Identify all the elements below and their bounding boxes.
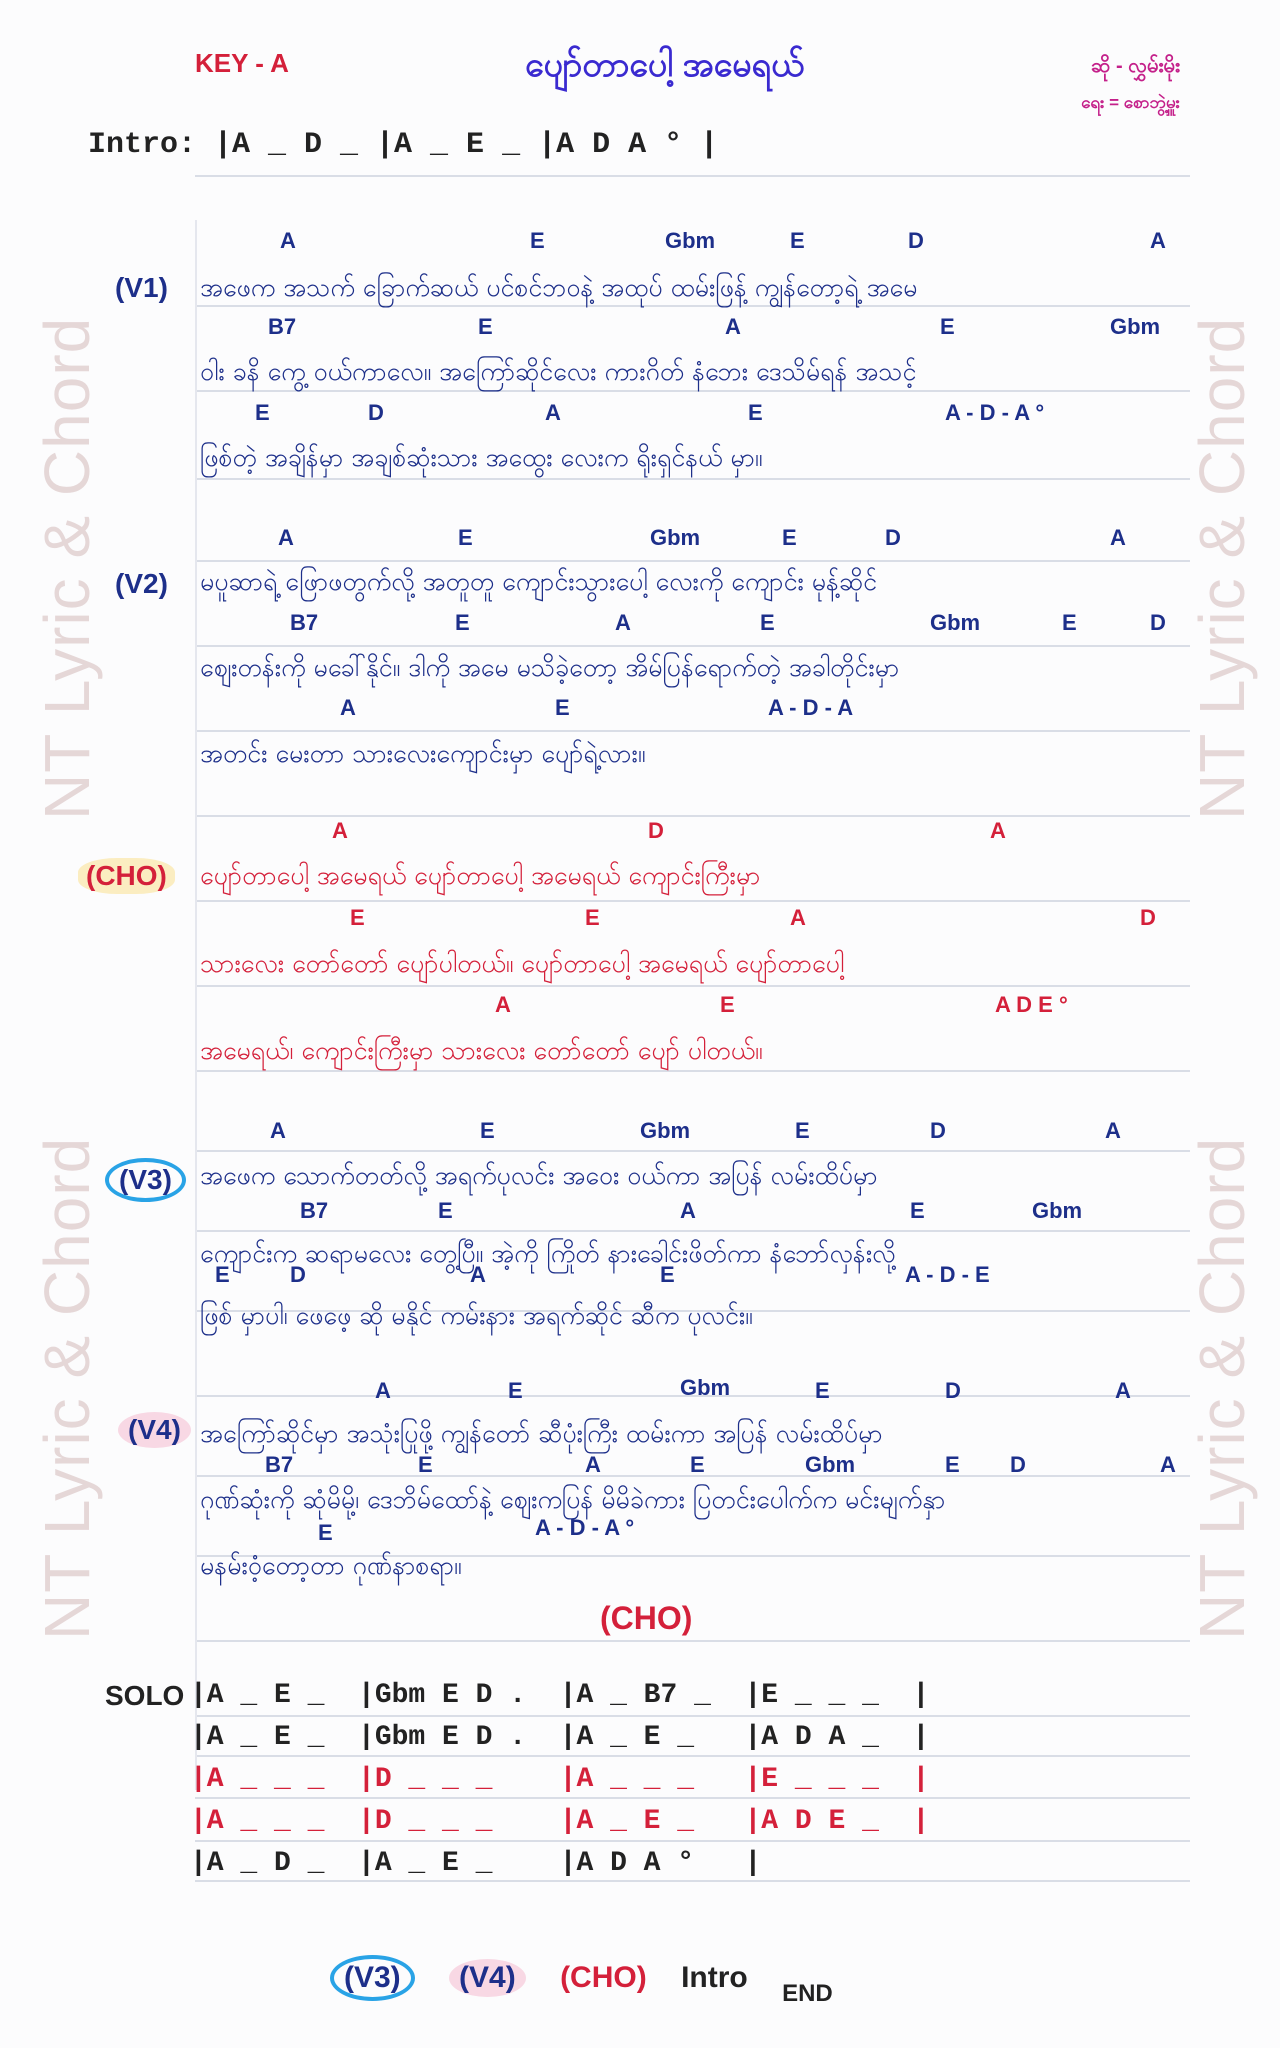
lyric-line: ဖြစ် မှာပါ၊ ဖေဖေ့ ဆို မနိုင် ကမ်းနား အရက်ဆိုင် ဆီက ပုလင်း။ [200,1301,753,1330]
margin-line [195,220,197,1790]
chord: E [720,992,735,1017]
lyric-line: အဖေက သောက်တတ်လို့ အရက်ပုလင်း အဝေး ဝယ်ကာ အပြန် လမ်းထိပ်မှာ [200,1161,878,1190]
chord: D [368,400,384,425]
chord: E [690,1452,705,1477]
chord: E [760,610,775,635]
chord: E [815,1378,830,1403]
chorus-repeat: (CHO) [600,1600,693,1636]
chord: Gbm [680,1375,731,1400]
solo-row: |A _ _ _ |D _ _ _ |A _ _ _ |E _ _ _ | [190,1764,930,1795]
lyric-line: ဖြစ်တဲ့ အချိန်မှာ အချစ်ဆုံးသား အထွေး လေးက ရိုးရှင်နယ် မှာ။ [200,443,763,472]
ruled-line [195,1880,1190,1882]
chord: D [1150,610,1166,635]
ruled-line [195,730,1190,732]
ruled-line [195,1150,1190,1152]
chord: A - D - A ° [945,400,1045,425]
chord: A [340,695,356,720]
chord: A [545,400,561,425]
lyric-line: ဈေးတန်းကို မခေါ်နိုင်။ ဒါကို အမေ မသိခဲ့တော့ အိမ်ပြန်ရောက်တဲ့ အခါတိုင်းမှာ [200,653,900,682]
watermark-left-bottom: NT Lyric & Chord [31,1136,103,1640]
footer-cho: (CHO) [560,1961,647,1994]
chord: Gbm [1032,1198,1083,1223]
chord: A [680,1198,696,1223]
chord: A [1150,228,1166,253]
chord: A [332,818,348,843]
footer-v4: (V4) [449,1959,526,1997]
chorus-label: (CHO) [78,858,175,894]
verse-2-label: (V2) [115,568,168,599]
chord: Gbm [665,228,716,253]
ruled-line [195,900,1190,902]
verse-4-label: (V4) [118,1412,191,1448]
lyric-line: အတင်း မေးတာ သားလေးကျောင်းမှာ ပျော်ရဲ့လား။ [200,739,646,768]
chord: E [350,905,365,930]
chord: Gbm [650,525,701,550]
ruled-line [195,1797,1190,1799]
lyric-line: ပျော်တာပေါ့ အမေရယ် ပျော်တာပေါ့ အမေရယ် ကျောင်းကြီးမှာ [200,861,761,890]
solo-label: SOLO [105,1680,185,1711]
ruled-line [195,985,1190,987]
footer-intro: Intro [681,1961,748,1994]
chord: Gbm [805,1452,856,1477]
chord: E [585,905,600,930]
chord: E [660,1262,675,1287]
ruled-line [195,645,1190,647]
lyric-line: မနမ်းဝံ့တော့တာ ဂုဏ်နာစရာ။ [200,1551,462,1580]
chord: E [530,228,545,253]
watermark-right-top: NT Lyric & Chord [1186,316,1258,820]
ruled-line [195,560,1190,562]
chord: A [585,1452,601,1477]
song-key: KEY - A [195,48,289,78]
lyric-line: ဂုဏ်ဆုံးကို ဆုံမိမို့၊ ဒေဘိမ်ထော်နဲ့ ဈေးကပြန် မိမိခဲကား ပြတင်းပေါက်က မင်းမျက်နှာ [200,1485,946,1514]
chord: A [495,992,511,1017]
ruled-line [195,175,1190,177]
chord: B7 [265,1452,294,1477]
chord: A [1105,1118,1121,1143]
chord: E [255,400,270,425]
ruled-line [195,1715,1190,1717]
lyric-line: ကျောင်းက ဆရာမလေး တွေ့ပြီ။ အဲ့ကို ကြိုတ် နားခေါင်းဖိတ်ကာ နံဘော်လှန်းလို့ [200,1239,896,1268]
chord: B7 [290,610,319,635]
lyric-line: ဝါး ခနိ ကွေ့ ဝယ်ကာလေ။ အကြော်ဆိုင်လေး ကားဂိတ် နံဘေး ဒေသိမ်ရန် အသင့် [200,357,917,386]
chord: D [930,1118,946,1143]
chord: A [470,1262,486,1287]
chord: D [945,1378,961,1403]
chord: E [418,1452,433,1477]
chord: E [455,610,470,635]
ruled-line [195,815,1190,817]
song-title: ပျော်တာပေါ့ အမေရယ် [525,46,805,84]
lyric-line: အဖေက အသက် ခြောက်ဆယ် ပင်စင်ဘဝနဲ့ အထုပ် ထမ်းဖြန့် ကျွန်တော့ရဲ့ အမေ [200,273,918,302]
chord: D [1140,905,1156,930]
chord: A D E ° [995,992,1068,1017]
solo-row: |A _ _ _ |D _ _ _ |A _ E _ |A D E _ | [190,1806,930,1837]
lyric-line: အကြော်ဆိုင်မှာ အသုံးပြုဖို့ ကျွန်တော် ဆီပုံးကြီး ထမ်းကာ အပြန် လမ်းထိပ်မှာ [200,1419,883,1448]
chord: A [615,610,631,635]
chord: A [990,818,1006,843]
chord: E [1062,610,1077,635]
chord: B7 [268,314,297,339]
chord: E [795,1118,810,1143]
footer-v3: (V3) [330,1955,415,2001]
chord: E [555,695,570,720]
chord: D [908,228,924,253]
chord: A [790,905,806,930]
chord: A [375,1378,391,1403]
chord: E [508,1378,523,1403]
chord: A [1110,525,1126,550]
chord: Gbm [930,610,981,635]
chord: E [458,525,473,550]
chord: Gbm [640,1118,691,1143]
ruled-line [195,1755,1190,1757]
solo-row: |A _ E _ |Gbm E D . |A _ B7 _ |E _ _ _ | [190,1680,930,1711]
chord: A - D - A [768,695,854,720]
watermark-right-bottom: NT Lyric & Chord [1186,1136,1258,1640]
chord: E [782,525,797,550]
intro-line: Intro: |A _ D _ |A _ E _ |A D A ° | [88,128,719,162]
chord: A [725,314,741,339]
watermark-left-top: NT Lyric & Chord [31,316,103,820]
chord: A - D - A ° [535,1515,635,1540]
chord: E [480,1118,495,1143]
verse-3-label: (V3) [105,1158,186,1202]
chord: E [215,1262,230,1287]
solo-row: |A _ D _ |A _ E _ |A D A ° | [190,1848,762,1879]
chord: A [270,1118,286,1143]
writer-credit: ရေး = စောဘွဲ့မှူး [1081,93,1180,112]
lyric-line: အမေရယ်၊ ကျောင်းကြီးမှာ သားလေး တော်တော် ပျော် ပါတယ်။ [200,1036,763,1065]
chord: A - D - E [905,1262,990,1287]
chord: D [1010,1452,1026,1477]
chord: A [278,525,294,550]
chord: E [438,1198,453,1223]
ruled-line [195,1230,1190,1232]
lyric-line: သားလေး တော်တော် ပျော်ပါတယ်။ ပျော်တာပေါ့ အမေရယ် ပျော်တာပေါ့ [200,949,845,978]
chord: D [648,818,664,843]
ruled-line [195,1840,1190,1842]
chord: Gbm [1110,314,1161,339]
chord: E [478,314,493,339]
chord: A [280,228,296,253]
chord: A [1160,1452,1176,1477]
chord: B7 [300,1198,329,1223]
chord: E [910,1198,925,1223]
lyric-line: မပူဆာရဲ့ ဖြောဖတွက်လို့ အတူတူ ကျောင်းသွားပေါ့ လေးကို ကျောင်း မုန့်ဆိုင် [200,567,878,596]
chord: E [748,400,763,425]
solo-row: |A _ E _ |Gbm E D . |A _ E _ |A D A _ | [190,1722,930,1753]
verse-1-label: (V1) [115,272,168,303]
footer-end: END [782,1980,833,2007]
chord: A [1115,1378,1131,1403]
chord: D [885,525,901,550]
chord: E [790,228,805,253]
ruled-line [195,1640,1190,1642]
chord: E [945,1452,960,1477]
singer-credit: ဆို - လွှမ်းမိုး [1091,55,1180,77]
chord: D [290,1262,306,1287]
chord: E [940,314,955,339]
chord: E [318,1520,333,1545]
song-structure-footer [330,1955,859,2007]
